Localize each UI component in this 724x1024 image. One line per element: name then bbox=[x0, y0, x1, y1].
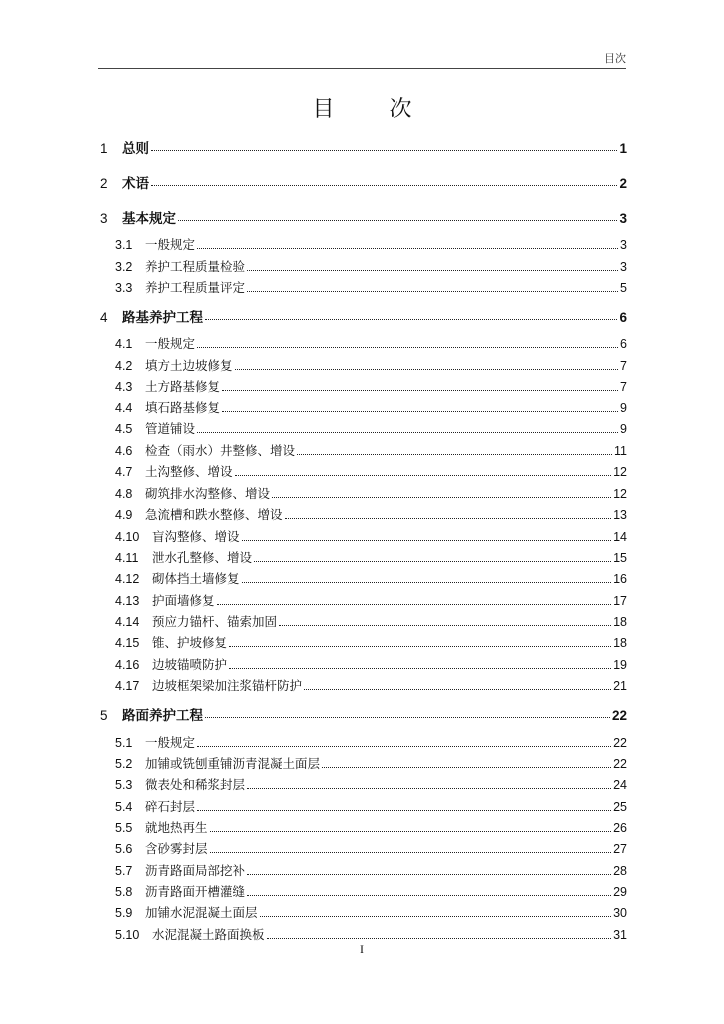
toc-dot-leader bbox=[254, 561, 611, 562]
toc-entry-number: 4.12 bbox=[115, 572, 140, 586]
toc-entry-number: 2 bbox=[100, 176, 108, 191]
toc-entry-page: 3 bbox=[620, 238, 627, 252]
toc-entry-number: 4.15 bbox=[115, 636, 140, 650]
toc-entry-page: 18 bbox=[613, 615, 627, 629]
toc-dot-leader bbox=[229, 646, 611, 647]
toc-entry-number: 5.9 bbox=[115, 906, 133, 920]
toc-entry-page: 22 bbox=[613, 757, 627, 771]
toc-section-entry[interactable] bbox=[115, 861, 627, 879]
toc-dot-leader bbox=[197, 248, 618, 249]
header-rule bbox=[98, 68, 626, 69]
toc-dot-leader bbox=[247, 291, 618, 292]
toc-entry-page: 2 bbox=[619, 176, 627, 191]
toc-entry-page: 5 bbox=[620, 281, 627, 295]
toc-entry-number: 4.5 bbox=[115, 422, 133, 436]
toc-section-entry[interactable] bbox=[115, 356, 627, 374]
page-title: 目 次 bbox=[312, 97, 436, 122]
toc-entry-label: 边坡框架梁加注浆锚杆防护 bbox=[152, 678, 303, 693]
toc-entry-number: 4.1 bbox=[115, 337, 133, 351]
toc-entry-number: 4.16 bbox=[115, 658, 140, 672]
toc-entry-label: 急流槽和跌水整修、增设 bbox=[145, 507, 283, 522]
toc-entry-page: 9 bbox=[620, 422, 627, 436]
toc-entry-number: 5.5 bbox=[115, 821, 133, 835]
toc-entry-label: 养护工程质量检验 bbox=[145, 259, 246, 274]
toc-entry-label: 加铺或铣刨重铺沥青混凝土面层 bbox=[145, 756, 321, 771]
toc-entry-page: 12 bbox=[613, 487, 627, 501]
toc-entry-number: 3.2 bbox=[115, 260, 133, 274]
toc-entry-label: 一般规定 bbox=[145, 735, 196, 750]
toc-entry-page: 3 bbox=[619, 211, 627, 226]
toc-entry-number: 5 bbox=[100, 708, 108, 723]
toc-section-entry[interactable] bbox=[115, 377, 627, 395]
toc-entry-number: 4.9 bbox=[115, 508, 133, 522]
toc-dot-leader bbox=[242, 540, 612, 541]
toc-chapter-entry[interactable] bbox=[100, 306, 627, 324]
toc-entry-page: 13 bbox=[613, 508, 627, 522]
toc-entry-number: 5.3 bbox=[115, 778, 133, 792]
toc-entry-page: 18 bbox=[613, 636, 627, 650]
toc-section-entry[interactable] bbox=[115, 676, 627, 694]
toc-dot-leader bbox=[197, 746, 611, 747]
toc-dot-leader bbox=[197, 432, 618, 433]
toc-dot-leader bbox=[222, 411, 618, 412]
toc-entry-number: 5.10 bbox=[115, 928, 140, 942]
toc-entry-label: 检查（雨水）井整修、增设 bbox=[145, 443, 296, 458]
toc-entry-label: 填石路基修复 bbox=[145, 400, 221, 415]
toc-entry-page: 15 bbox=[613, 551, 627, 565]
toc-section-entry[interactable] bbox=[115, 569, 627, 587]
toc-dot-leader bbox=[272, 497, 611, 498]
toc-entry-page: 7 bbox=[620, 380, 627, 394]
toc-entry-page: 6 bbox=[620, 337, 627, 351]
toc-entry-label: 术语 bbox=[122, 176, 149, 192]
toc-entry-number: 5.4 bbox=[115, 800, 133, 814]
running-header: 目次 bbox=[604, 52, 626, 65]
toc-entry-label: 总则 bbox=[122, 141, 149, 157]
toc-entry-label: 基本规定 bbox=[122, 211, 176, 227]
toc-entry-page: 19 bbox=[613, 658, 627, 672]
toc-dot-leader bbox=[247, 788, 611, 789]
toc-dot-leader bbox=[247, 874, 611, 875]
page-number: I bbox=[360, 942, 364, 956]
toc-entry-number: 5.2 bbox=[115, 757, 133, 771]
toc-entry-label: 砌体挡土墙修复 bbox=[152, 571, 240, 586]
toc-section-entry[interactable] bbox=[115, 235, 627, 253]
toc-dot-leader bbox=[205, 319, 617, 320]
toc-entry-page: 3 bbox=[620, 260, 627, 274]
toc-entry-label: 锥、护坡修复 bbox=[152, 635, 228, 650]
toc-dot-leader bbox=[260, 916, 612, 917]
toc-entry-number: 4.13 bbox=[115, 594, 140, 608]
toc-entry-label: 一般规定 bbox=[145, 237, 196, 252]
toc-entry-label: 砌筑排水沟整修、增设 bbox=[145, 486, 271, 501]
toc-entry-page: 22 bbox=[611, 708, 627, 723]
toc-entry-label: 微表处和稀浆封层 bbox=[145, 777, 246, 792]
toc-entry-page: 26 bbox=[613, 821, 627, 835]
toc-entry-label: 边坡锚喷防护 bbox=[152, 657, 228, 672]
toc-entry-number: 4.10 bbox=[115, 530, 140, 544]
toc-dot-leader bbox=[267, 938, 612, 939]
toc-section-entry[interactable] bbox=[115, 334, 627, 352]
toc-entry-page: 24 bbox=[613, 778, 627, 792]
toc-entry-label: 预应力锚杆、锚索加固 bbox=[152, 614, 278, 629]
toc-entry-number: 4.17 bbox=[115, 679, 140, 693]
toc-entry-number: 4.7 bbox=[115, 465, 133, 479]
toc-section-entry[interactable] bbox=[115, 505, 627, 523]
toc-section-entry[interactable] bbox=[115, 882, 627, 900]
toc-entry-page: 6 bbox=[619, 310, 627, 325]
toc-dot-leader bbox=[151, 150, 617, 151]
toc-section-entry[interactable] bbox=[115, 612, 627, 630]
toc-dot-leader bbox=[279, 625, 611, 626]
toc-dot-leader bbox=[285, 518, 612, 519]
toc-section-entry[interactable] bbox=[115, 633, 627, 651]
toc-entry-number: 5.7 bbox=[115, 864, 133, 878]
toc-entry-label: 管道铺设 bbox=[145, 421, 196, 436]
toc-entry-label: 就地热再生 bbox=[145, 820, 208, 835]
toc-entry-page: 21 bbox=[613, 679, 627, 693]
toc-entry-page: 11 bbox=[614, 444, 627, 458]
toc-entry-page: 14 bbox=[613, 530, 627, 544]
toc-section-entry[interactable] bbox=[115, 278, 627, 296]
toc-entry-label: 养护工程质量评定 bbox=[145, 280, 246, 295]
toc-entry-label: 一般规定 bbox=[145, 336, 196, 351]
toc-entry-number: 1 bbox=[100, 141, 108, 156]
toc-section-entry[interactable] bbox=[115, 818, 627, 836]
toc-dot-leader bbox=[242, 582, 612, 583]
toc-dot-leader bbox=[235, 475, 612, 476]
toc-entry-label: 填方土边坡修复 bbox=[145, 358, 233, 373]
toc-entry-page: 27 bbox=[613, 842, 627, 856]
toc-section-entry[interactable] bbox=[115, 462, 627, 480]
toc-entry-label: 含砂雾封层 bbox=[145, 841, 208, 856]
toc-entry-page: 31 bbox=[613, 928, 627, 942]
toc-entry-label: 土方路基修复 bbox=[145, 379, 221, 394]
toc-dot-leader bbox=[197, 347, 618, 348]
toc-dot-leader bbox=[322, 767, 611, 768]
toc-section-entry[interactable] bbox=[115, 925, 627, 943]
toc-entry-number: 5.6 bbox=[115, 842, 133, 856]
toc-entry-label: 土沟整修、增设 bbox=[145, 464, 233, 479]
toc-entry-label: 盲沟整修、增设 bbox=[152, 529, 240, 544]
toc-dot-leader bbox=[247, 270, 618, 271]
toc-entry-label: 路面养护工程 bbox=[122, 708, 203, 724]
toc-entry-number: 4.11 bbox=[115, 551, 139, 565]
toc-entry-number: 3 bbox=[100, 211, 108, 226]
toc-entry-page: 22 bbox=[613, 736, 627, 750]
toc-section-entry[interactable] bbox=[115, 257, 627, 275]
toc-entry-number: 5.8 bbox=[115, 885, 133, 899]
toc-entry-number: 3.3 bbox=[115, 281, 133, 295]
toc-section-entry[interactable] bbox=[115, 591, 627, 609]
toc-dot-leader bbox=[217, 604, 612, 605]
toc-dot-leader bbox=[178, 220, 617, 221]
toc-section-entry[interactable] bbox=[115, 655, 627, 673]
toc-entry-number: 4.2 bbox=[115, 359, 133, 373]
toc-entry-label: 泄水孔整修、增设 bbox=[152, 550, 253, 565]
toc-entry-page: 7 bbox=[620, 359, 627, 373]
toc-entry-label: 护面墙修复 bbox=[152, 593, 215, 608]
toc-chapter-entry[interactable] bbox=[100, 137, 627, 155]
toc-entry-label: 碎石封层 bbox=[145, 799, 196, 814]
toc-entry-page: 17 bbox=[613, 594, 627, 608]
toc-dot-leader bbox=[235, 369, 619, 370]
toc-entry-page: 29 bbox=[613, 885, 627, 899]
toc-section-entry[interactable] bbox=[115, 754, 627, 772]
toc-dot-leader bbox=[229, 668, 611, 669]
toc-section-entry[interactable] bbox=[115, 419, 627, 437]
toc-dot-leader bbox=[210, 831, 612, 832]
toc-entry-label: 沥青路面局部挖补 bbox=[145, 863, 246, 878]
toc-dot-leader bbox=[210, 852, 612, 853]
toc-entry-number: 5.1 bbox=[115, 736, 133, 750]
toc-section-entry[interactable] bbox=[115, 733, 627, 751]
toc-entry-page: 1 bbox=[619, 141, 627, 156]
toc-dot-leader bbox=[247, 895, 611, 896]
toc-dot-leader bbox=[304, 689, 611, 690]
toc-section-entry[interactable] bbox=[115, 548, 627, 566]
toc-dot-leader bbox=[205, 717, 610, 718]
toc-entry-label: 水泥混凝土路面换板 bbox=[152, 927, 265, 942]
toc-entry-page: 30 bbox=[613, 906, 627, 920]
toc-section-entry[interactable] bbox=[115, 775, 627, 793]
toc-entry-number: 4.14 bbox=[115, 615, 140, 629]
toc-dot-leader bbox=[151, 185, 617, 186]
toc-section-entry[interactable] bbox=[115, 398, 627, 416]
toc-entry-number: 4.3 bbox=[115, 380, 133, 394]
toc-entry-page: 16 bbox=[613, 572, 627, 586]
toc-chapter-entry[interactable] bbox=[100, 704, 627, 722]
toc-dot-leader bbox=[297, 454, 612, 455]
toc-entry-label: 沥青路面开槽灌缝 bbox=[145, 884, 246, 899]
toc-chapter-entry[interactable] bbox=[100, 207, 627, 225]
toc-section-entry[interactable] bbox=[115, 797, 627, 815]
toc-entry-number: 4.4 bbox=[115, 401, 133, 415]
toc-entry-page: 25 bbox=[613, 800, 627, 814]
toc-section-entry[interactable] bbox=[115, 903, 627, 921]
toc-entry-page: 12 bbox=[613, 465, 627, 479]
toc-dot-leader bbox=[222, 390, 618, 391]
toc-section-entry[interactable] bbox=[115, 839, 627, 857]
toc-entry-page: 9 bbox=[620, 401, 627, 415]
toc-entry-number: 3.1 bbox=[115, 238, 133, 252]
toc-section-entry[interactable] bbox=[115, 441, 627, 459]
toc-section-entry[interactable] bbox=[115, 484, 627, 502]
toc-entry-number: 4.8 bbox=[115, 487, 133, 501]
toc-dot-leader bbox=[197, 810, 611, 811]
toc-section-entry[interactable] bbox=[115, 527, 627, 545]
toc-entry-page: 28 bbox=[613, 864, 627, 878]
toc-entry-number: 4 bbox=[100, 310, 108, 325]
toc-chapter-entry[interactable] bbox=[100, 172, 627, 190]
toc-entry-label: 加铺水泥混凝土面层 bbox=[145, 905, 258, 920]
toc-entry-label: 路基养护工程 bbox=[122, 310, 203, 326]
toc-entry-number: 4.6 bbox=[115, 444, 133, 458]
